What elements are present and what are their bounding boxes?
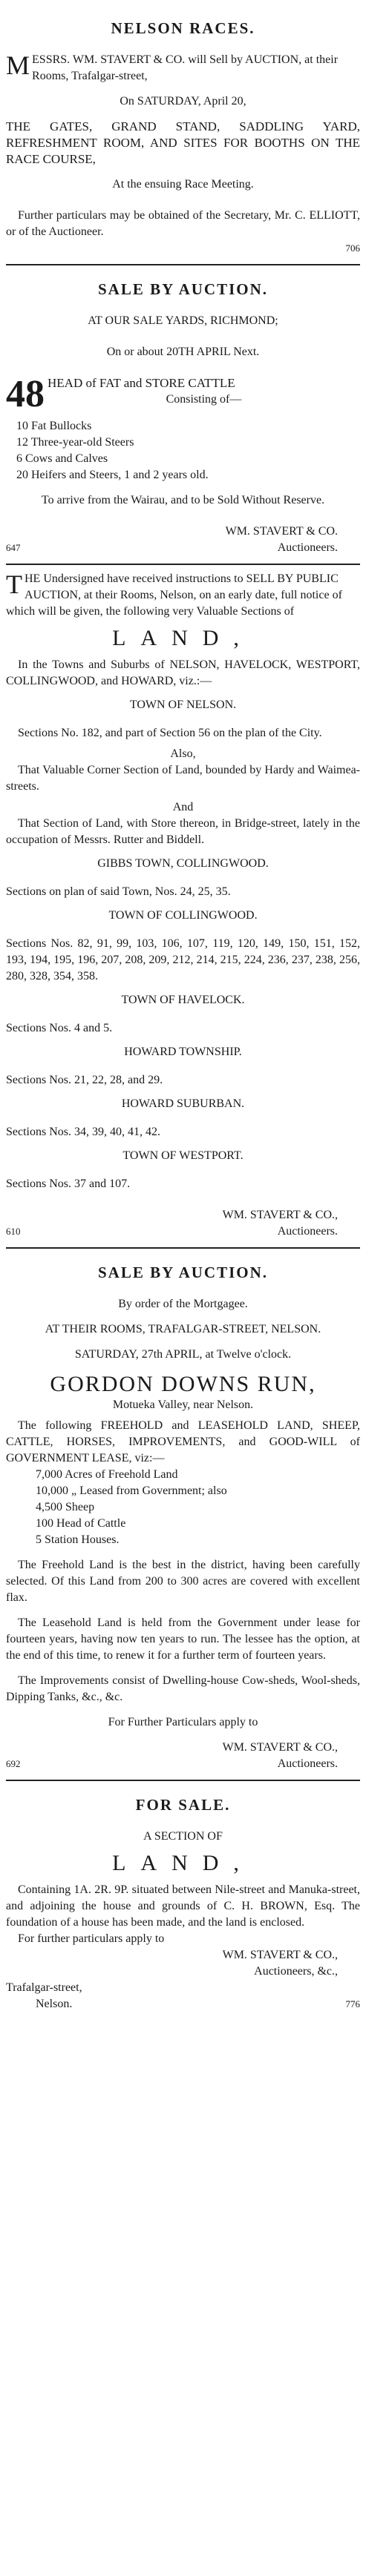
town-heading: HOWARD TOWNSHIP. bbox=[124, 1046, 242, 1058]
leasehold-text: The Leasehold Land is held from the Government under lease for fourteen years, having now ten years to run. The lessee has the option, at the end of this time, to renew it for a further term of fourteen years. bbox=[6, 1616, 360, 1662]
ad-following: The following FREEHOLD and LEASEHOLD LAND, SHEEP, CATTLE, HORSES, IMPROVEMENTS, and GOOD-WILL of GOVERNMENT LEASE, viz:— bbox=[6, 1419, 360, 1464]
land-title: LAND, bbox=[112, 626, 254, 650]
divider bbox=[6, 564, 360, 565]
divider bbox=[6, 1780, 360, 1781]
town-text: Sections Nos. 34, 39, 40, 41, 42. bbox=[6, 1126, 160, 1138]
ad-role: Auctioneers. bbox=[277, 541, 338, 554]
ad-heading: SALE BY AUCTION. bbox=[97, 1264, 269, 1281]
run-place: Motueka Valley, near Nelson. bbox=[112, 1398, 254, 1411]
list-item: 12 Three-year-old Steers bbox=[16, 436, 134, 449]
ad-number: 692 bbox=[6, 1758, 21, 1769]
list-item: 100 Head of Cattle bbox=[36, 1517, 126, 1530]
ad-number: 647 bbox=[6, 542, 21, 553]
ad-intro-text: ESSRS. WM. STAVERT & CO. will Sell by AUCTION, at their Rooms, Trafalgar-street, bbox=[32, 53, 339, 82]
ad-date: On or about 20TH APRIL Next. bbox=[106, 346, 260, 358]
ad-intro bbox=[6, 571, 360, 620]
bridge-text: That Section of Land, with Store thereon, in Bridge-street, lately in the occupation of Messrs. Rutter and Biddell. bbox=[6, 817, 360, 846]
ad-land-sections bbox=[6, 571, 360, 1240]
ad-date: SATURDAY, 27th APRIL, at Twelve o'clock. bbox=[74, 1348, 292, 1361]
divider bbox=[6, 1247, 360, 1249]
ad-also: Also, bbox=[170, 747, 196, 760]
list-item: 5 Station Houses. bbox=[36, 1533, 120, 1546]
town-text: Sections Nos. 37 and 107. bbox=[6, 1178, 131, 1190]
drop-cap: M bbox=[6, 50, 30, 80]
list-item: 4,500 Sheep bbox=[36, 1501, 95, 1513]
advertisement-column bbox=[6, 0, 360, 2012]
ad-apply: For further particulars apply to bbox=[18, 1932, 165, 1945]
cattle-list bbox=[6, 418, 360, 483]
ad-gordon-downs bbox=[6, 1264, 360, 1772]
run-title: GORDON DOWNS RUN, bbox=[50, 1372, 316, 1396]
cattle-head: HEAD of FAT and STORE CATTLE bbox=[48, 376, 235, 390]
ad-towns: In the Towns and Suburbs of NELSON, HAVELOCK, WESTPORT, COLLINGWOOD, and HOWARD, viz.:— bbox=[6, 658, 360, 687]
town-text: Sections on plan of said Town, Nos. 24, 25, 35. bbox=[6, 885, 231, 898]
divider bbox=[6, 264, 360, 265]
run-list bbox=[6, 1467, 360, 1548]
ad-for-sale bbox=[6, 1797, 360, 2012]
town-heading: TOWN OF COLLINGWOOD. bbox=[108, 909, 258, 922]
ad-apply: For Further Particulars apply to bbox=[108, 1716, 258, 1728]
town-text: Sections Nos. 21, 22, 28, and 29. bbox=[6, 1074, 163, 1086]
ad-meeting: At the ensuing Race Meeting. bbox=[112, 178, 254, 191]
drop-cap: T bbox=[6, 569, 22, 599]
ad-signature: WM. STAVERT & CO., bbox=[222, 1949, 338, 1961]
ad-number: 776 bbox=[345, 1998, 360, 2009]
ad-heading: FOR SALE. bbox=[135, 1796, 231, 1814]
land-title: LAND, bbox=[112, 1851, 254, 1875]
ad-items: THE GATES, GRAND STAND, SADDLING YARD, REFRESHMENT ROOM, AND SITES FOR BOOTHS ON THE RACE COURSE, bbox=[6, 119, 360, 166]
town-heading: TOWN OF NELSON. bbox=[129, 699, 237, 711]
ad-intro-text: HE Undersigned have received instructions to SELL BY PUBLIC AUCTION, at their Rooms, Nelson, on an early date, full notice of which will be given, the following very Valuable Sections of bbox=[6, 572, 342, 618]
ad-further: Further particulars may be obtained of the Secretary, Mr. C. ELLIOTT, or of the Auctioneer. bbox=[6, 209, 360, 238]
ad-nelson-races bbox=[6, 0, 360, 257]
ad-signature: WM. STAVERT & CO. bbox=[225, 525, 338, 538]
freehold-text: The Freehold Land is the best in the district, having been carefully selected. Of this Land from 200 to 300 acres are covered with excellent flax. bbox=[6, 1559, 360, 1604]
ad-intro bbox=[6, 52, 360, 85]
list-item: 6 Cows and Calves bbox=[16, 452, 108, 465]
town-heading: TOWN OF HAVELOCK. bbox=[121, 994, 245, 1006]
ad-place: AT OUR SALE YARDS, RICHMOND; bbox=[88, 314, 278, 327]
ad-heading: SALE BY AUCTION. bbox=[97, 280, 269, 298]
ad-city: Nelson. bbox=[36, 1998, 73, 2010]
ad-date: On SATURDAY, April 20, bbox=[120, 95, 246, 108]
corner-text: That Valuable Corner Section of Land, bounded by Hardy and Waimea-streets. bbox=[6, 764, 360, 793]
ad-signature: WM. STAVERT & CO., bbox=[222, 1741, 338, 1754]
list-item: 20 Heifers and Steers, 1 and 2 years old. bbox=[16, 469, 209, 481]
ad-street: Trafalgar-street, bbox=[6, 1981, 82, 1994]
ad-number: 610 bbox=[6, 1226, 21, 1237]
ad-and: And bbox=[172, 801, 194, 813]
ad-text: Containing 1A. 2R. 9P. situated between Nile-street and Manuka-street, and adjoining the house and grounds of C. H. BROWN, Esq. The foundation of a house has been made, and the land is enclosed. bbox=[6, 1883, 360, 1929]
town-text: Sections Nos. 82, 91, 99, 103, 106, 107, 119, 120, 149, 150, 151, 152, 193, 194, 195, 196, 207, 208, 209, 212, 214, 215, 224, 236, 237, 238, 256, 280, 328, 354, 358. bbox=[6, 937, 360, 982]
ad-rooms: AT THEIR ROOMS, TRAFALGAR-STREET, NELSON. bbox=[45, 1323, 321, 1335]
list-item: 10 Fat Bullocks bbox=[16, 420, 92, 432]
town-heading: GIBBS TOWN, COLLINGWOOD. bbox=[97, 857, 269, 870]
ad-role: Auctioneers. bbox=[277, 1225, 338, 1238]
cattle-block bbox=[6, 375, 360, 414]
town-text: Sections No. 182, and part of Section 56 on the plan of the City. bbox=[18, 727, 322, 739]
list-item: 10,000 „ Leased from Government; also bbox=[36, 1484, 227, 1497]
improvements-text: The Improvements consist of Dwelling-house Cow-sheds, Wool-sheds, Dipping Tanks, &c., &c. bbox=[6, 1674, 360, 1703]
town-heading: TOWN OF WESTPORT. bbox=[122, 1149, 244, 1162]
ad-sale-cattle bbox=[6, 281, 360, 556]
ad-arrive: To arrive from the Wairau, and to be Sold Without Reserve. bbox=[41, 494, 325, 506]
list-item: 7,000 Acres of Freehold Land bbox=[36, 1468, 178, 1481]
ad-number: 706 bbox=[345, 242, 360, 254]
big-number: 48 bbox=[6, 373, 45, 415]
ad-signature: WM. STAVERT & CO., bbox=[222, 1209, 338, 1221]
town-heading: HOWARD SUBURBAN. bbox=[121, 1097, 245, 1110]
ad-order: By order of the Mortgagee. bbox=[118, 1298, 248, 1310]
ad-role: Auctioneers. bbox=[277, 1757, 338, 1770]
ad-role: Auctioneers, &c., bbox=[254, 1965, 338, 1978]
cattle-consisting: Consisting of— bbox=[166, 393, 242, 406]
ad-heading: NELSON RACES. bbox=[111, 19, 255, 37]
ad-section: A SECTION OF bbox=[143, 1830, 223, 1843]
town-text: Sections Nos. 4 and 5. bbox=[6, 1022, 113, 1034]
